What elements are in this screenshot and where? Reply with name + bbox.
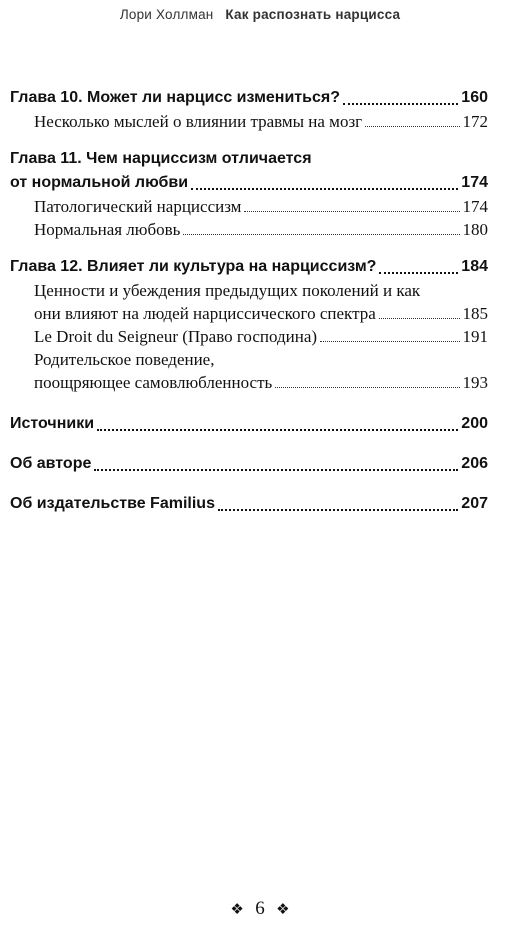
toc-chapter-title: Глава 10. Может ли нарцисс измениться? xyxy=(10,89,340,106)
dot-leader xyxy=(365,126,459,127)
dot-leader xyxy=(275,387,459,388)
toc-section-title: они влияют на людей нарциссического спектра xyxy=(34,304,376,323)
toc-page-number: 206 xyxy=(461,455,488,472)
toc-page-number: 207 xyxy=(461,495,488,512)
page-footer xyxy=(0,898,520,920)
page-number: 6 xyxy=(255,898,265,919)
toc-chapter-title: от нормальной любви xyxy=(10,174,189,191)
toc-section[interactable] xyxy=(10,195,488,218)
dot-leader xyxy=(379,272,458,274)
toc-entry-title: Об авторе xyxy=(10,455,92,472)
dot-leader xyxy=(379,318,460,319)
toc-section-title: Нормальная любовь xyxy=(34,220,181,239)
toc-section-title: поощряющее самовлюбленность xyxy=(34,373,273,392)
toc-chapter-11[interactable] xyxy=(10,171,488,195)
toc-entry-title: Об издательстве Familius xyxy=(10,495,215,512)
ornament-icon: ❖ xyxy=(276,900,290,918)
toc-section[interactable] xyxy=(10,371,488,394)
toc-page-number: 172 xyxy=(462,112,488,131)
ornament-icon: ❖ xyxy=(230,900,244,918)
dot-leader xyxy=(191,188,458,190)
header-book-title: Как распознать нарцисса xyxy=(225,7,401,22)
toc-section-title: Несколько мыслей о влиянии травмы на мозг xyxy=(34,112,363,131)
toc-section[interactable] xyxy=(10,110,488,133)
toc-section-title: Патологический нарциссизм xyxy=(34,197,242,216)
toc-about-author[interactable] xyxy=(10,452,488,476)
toc-page-number: 185 xyxy=(462,304,488,323)
toc-chapter-11-line1[interactable]: Глава 11. Чем нарциссизм отличается xyxy=(10,150,312,167)
dot-leader xyxy=(183,234,459,235)
toc-chapter-title: Глава 12. Влияет ли культура на нарциссизм? xyxy=(10,258,377,275)
header-author: Лори Холлман xyxy=(119,7,214,22)
toc-page-number: 191 xyxy=(462,327,488,346)
toc-chapter-10[interactable] xyxy=(10,86,488,110)
dot-leader xyxy=(343,103,458,105)
toc-about-publisher[interactable] xyxy=(10,492,488,516)
toc-page-number: 200 xyxy=(461,415,488,432)
dot-leader xyxy=(218,509,458,511)
table-of-contents xyxy=(10,86,488,516)
toc-sources[interactable] xyxy=(10,412,488,436)
toc-section[interactable] xyxy=(10,218,488,241)
toc-entry-title: Источники xyxy=(10,415,95,432)
toc-page-number: 174 xyxy=(461,174,488,191)
dot-leader xyxy=(97,429,458,431)
toc-section[interactable] xyxy=(10,302,488,325)
running-header xyxy=(0,7,520,22)
toc-section-line1[interactable]: Ценности и убеждения предыдущих поколений и как xyxy=(34,281,421,300)
toc-page-number: 174 xyxy=(462,197,488,216)
toc-page-number: 184 xyxy=(461,258,488,275)
toc-section-line1[interactable]: Родительское поведение, xyxy=(34,350,215,369)
toc-page-number: 160 xyxy=(461,89,488,106)
dot-leader xyxy=(94,469,458,471)
toc-chapter-12[interactable] xyxy=(10,255,488,279)
dot-leader xyxy=(244,211,459,212)
toc-section[interactable] xyxy=(10,325,488,348)
toc-page-number: 180 xyxy=(462,220,488,239)
toc-page-number: 193 xyxy=(462,373,488,392)
dot-leader xyxy=(320,341,459,342)
toc-section-title: Le Droit du Seigneur (Право господина) xyxy=(34,327,318,346)
